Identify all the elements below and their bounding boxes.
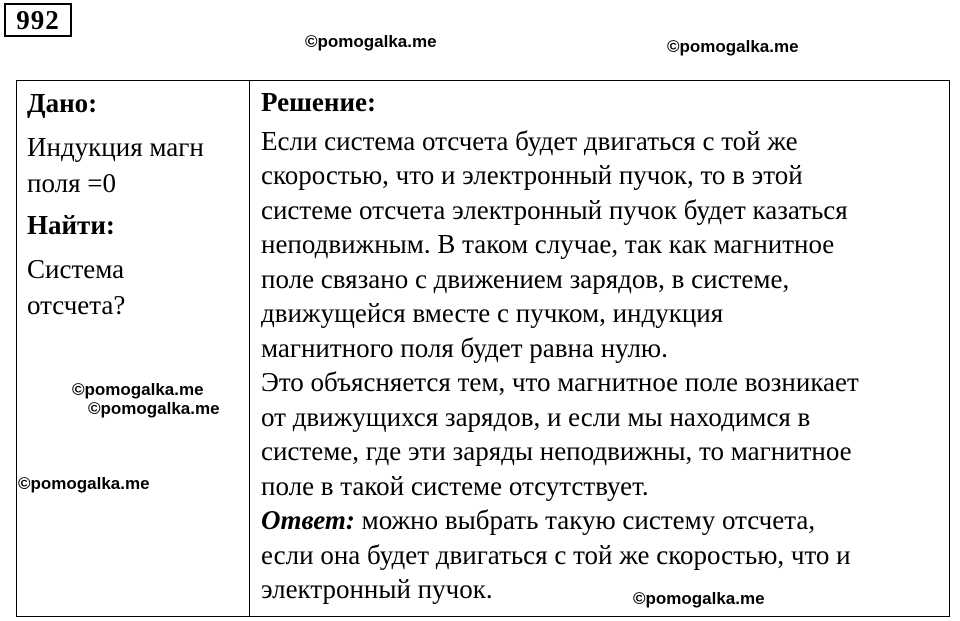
watermark: ©pomogalka.me [18, 474, 150, 493]
text-line: Это объясняется тем, что магнитное поле возникает [261, 367, 859, 397]
text-line: поле связано с движением зарядов, в системе, [261, 263, 790, 294]
column-divider [249, 81, 250, 616]
watermark: ©pomogalka.me [72, 380, 204, 399]
find-heading: Найти: [27, 210, 115, 240]
find-line: Система [27, 254, 125, 284]
given-column [27, 85, 242, 323]
solution-paragraph-2 [261, 365, 946, 503]
solution-paragraph-1 [261, 124, 946, 366]
text-line: поле в такой системе отсутствует. [261, 470, 649, 501]
text-line: системе, где эти заряды неподвижны, то магнитное [261, 436, 852, 466]
answer-paragraph [261, 503, 946, 607]
text-line: системе отсчета электронный пучок будет казаться [261, 194, 848, 225]
given-line: поля =0 [27, 168, 116, 198]
watermark: ©pomogalka.me [667, 37, 799, 56]
text-line: если она будет двигаться с той же скоростью, что и [261, 539, 851, 570]
solution-heading: Решение: [261, 87, 376, 117]
given-line: Индукция магн [27, 132, 204, 162]
watermark: ©pomogalka.me [305, 32, 437, 51]
solution-column [261, 85, 946, 607]
text-line: электронный пучок. [261, 574, 493, 604]
given-heading: Дано: [27, 88, 98, 118]
text-line: скоростью, что и электронный пучок, то в этой [261, 160, 803, 190]
text-line: неподвижным. В таком случае, так как магнитное [261, 229, 835, 259]
text-line: магнитного поля будет равна нулю. [261, 332, 668, 363]
problem-number-box: 992 [4, 3, 72, 37]
find-line: отсчета? [27, 290, 126, 320]
text-line: можно выбрать такую систему отсчета, [354, 505, 816, 535]
text-line: движущейся вместе с пучком, индукция [261, 298, 724, 328]
answer-label: Ответ: [261, 505, 355, 535]
text-line: от движущихся зарядов, и если мы находимся в [261, 401, 811, 432]
solution-table [16, 80, 950, 617]
watermark: ©pomogalka.me [88, 399, 220, 418]
text-line: Если система отсчета будет двигаться с той же [261, 125, 798, 156]
watermark: ©pomogalka.me [633, 589, 765, 608]
